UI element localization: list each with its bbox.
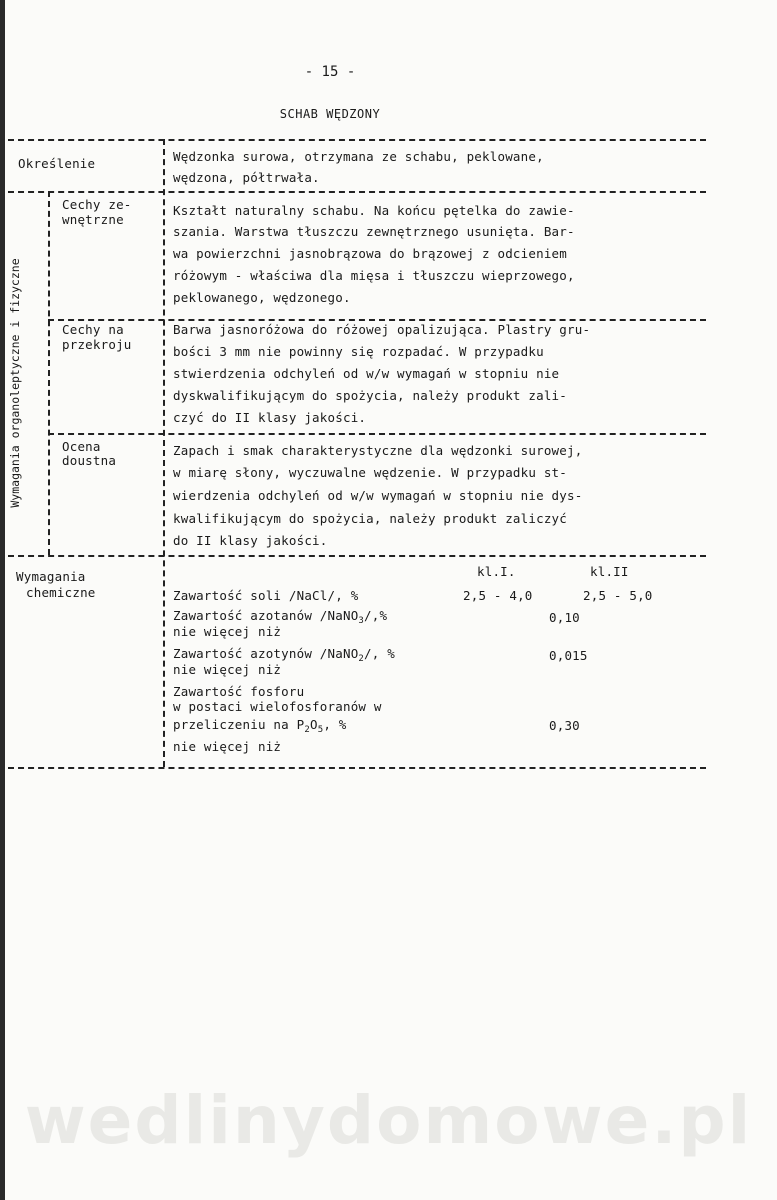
chemical-label: Wymagania xyxy=(16,569,86,584)
class-header-1: kl.I. xyxy=(477,564,516,579)
phosphorus-value: 0,30 xyxy=(549,718,580,733)
nitrites-value: 0,015 xyxy=(549,648,588,663)
chemical-label: chemiczne xyxy=(26,585,96,600)
nitrites-note: nie więcej niż xyxy=(173,662,282,677)
definition-line: Wędzonka surowa, otrzymana ze schabu, peklowane, xyxy=(173,149,544,164)
nitrates-name: Zawartość azotanów /NaNO$_3$/,% xyxy=(173,608,388,626)
row-label-external: Cechy ze- xyxy=(62,197,132,212)
row-divider xyxy=(48,433,706,435)
salt-kl1: 2,5 - 4,0 xyxy=(463,588,533,603)
scan-edge xyxy=(0,0,5,1200)
cross-section-line: bości 3 mm nie powinny się rozpadać. W przypadku xyxy=(173,344,544,359)
row-label-oral: doustna xyxy=(62,453,117,468)
page-number: - 15 - xyxy=(304,64,356,80)
class-header-2: kl.II xyxy=(590,564,629,579)
table-top-border xyxy=(8,139,706,141)
column-divider xyxy=(163,139,165,767)
definition-label: Określenie xyxy=(18,156,96,171)
nitrites-name: Zawartość azotynów /NaNO$_2$/, % xyxy=(173,646,395,664)
nitrates-note: nie więcej niż xyxy=(173,624,282,639)
vertical-section-label: Wymagania organoleptyczne i fizyczne xyxy=(8,258,22,508)
cross-section-line: czyć do II klasy jakości. xyxy=(173,410,367,425)
page-title: SCHAB WĘDZONY xyxy=(279,107,381,121)
row-label-cross-section: Cechy na xyxy=(62,322,124,337)
phosphorus-line: przeliczeniu na $P_2O_5$, % xyxy=(173,717,347,735)
cross-section-line: dyskwalifikującym do spożycia, należy produkt zali- xyxy=(173,388,568,403)
external-line: Kształt naturalny schabu. Na końcu pętelka do zawie- xyxy=(173,203,575,218)
phosphorus-line: Zawartość fosforu xyxy=(173,684,305,699)
oral-line: Zapach i smak charakterystyczne dla wędzonki surowej, xyxy=(173,443,583,458)
row-label-oral: Ocena xyxy=(62,439,101,454)
salt-kl2: 2,5 - 5,0 xyxy=(583,588,653,603)
row-label-cross-section: przekroju xyxy=(62,337,132,352)
oral-line: do II klasy jakości. xyxy=(173,533,328,548)
column-divider xyxy=(48,191,50,555)
oral-line: w miarę słony, wyczuwalne wędzenie. W przypadku st- xyxy=(173,465,568,480)
definition-line: wędzona, półtrwała. xyxy=(173,170,320,185)
external-line: wa powierzchni jasnobrązowa do brązowej z odcieniem xyxy=(173,246,568,261)
salt-name: Zawartość soli /NaCl/, % xyxy=(173,588,359,603)
cross-section-line: stwierdzenia odchyleń od w/w wymagań w stopniu nie xyxy=(173,366,560,381)
watermark: wedlinydomowe.pl xyxy=(24,1082,753,1159)
row-divider xyxy=(8,191,706,193)
nitrates-value: 0,10 xyxy=(549,610,580,625)
phosphorus-note: nie więcej niż xyxy=(173,739,282,754)
cross-section-line: Barwa jasnoróżowa do różowej opalizująca. Plastry gru- xyxy=(173,322,591,337)
external-line: szania. Warstwa tłuszczu zewnętrznego usunięta. Bar- xyxy=(173,224,575,239)
row-label-external: wnętrzne xyxy=(62,212,124,227)
row-divider xyxy=(8,555,706,557)
oral-line: kwalifikującym do spożycia, należy produkt zaliczyć xyxy=(173,511,568,526)
external-line: różowym - właściwa dla mięsa i tłuszczu wieprzowego, xyxy=(173,268,575,283)
phosphorus-line: w postaci wielofosforanów w xyxy=(173,699,382,714)
external-line: peklowanego, wędzonego. xyxy=(173,290,351,305)
table-bottom-border xyxy=(8,767,706,769)
oral-line: wierdzenia odchyleń od w/w wymagań w stopniu nie dys- xyxy=(173,488,583,503)
